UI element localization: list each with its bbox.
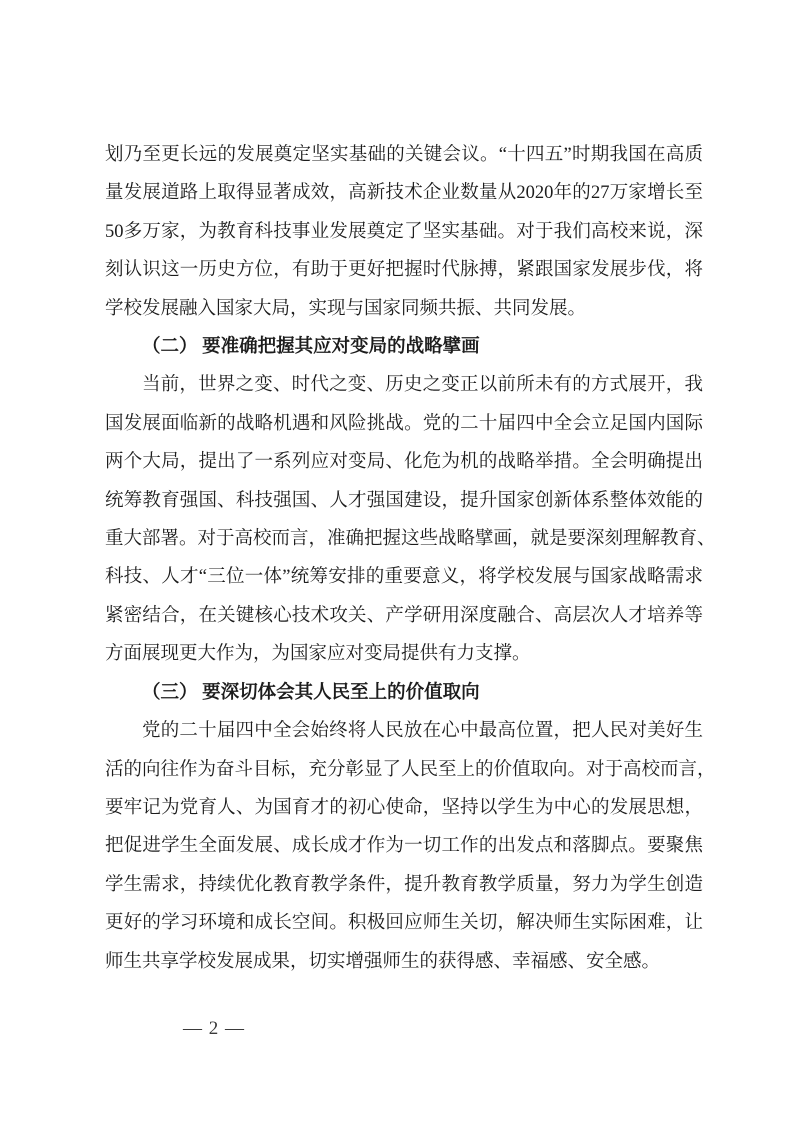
text-line: 学校发展融入国家大局，实现与国家同频共振、共同发展。: [105, 298, 587, 319]
text-line: 统筹教育强国、科技强国、人才强国建设，提升国家创新体系整体效能的: [105, 490, 703, 511]
page-number: — 2 —: [183, 1018, 245, 1039]
text-line: 方面展现更大作为，为国家应对变局提供有力支撑。: [105, 644, 531, 665]
text-line: 师生共享学校发展成果，切实增强师生的获得感、幸福感、安全感。: [105, 951, 661, 972]
text-line: 党的二十届四中全会始终将人民放在心中最高位置，把人民对美好生: [142, 721, 703, 742]
text-line: 活的向往作为奋斗目标，充分彰显了人民至上的价值取向。对于高校而言，: [105, 759, 716, 780]
text-line: 当前，世界之变、时代之变、历史之变正以前所未有的方式展开，我: [142, 375, 703, 396]
text-line: 重大部署。对于高校而言，准确把握这些战略擘画，就是要深刻理解教育、: [105, 529, 716, 550]
text-line: 紧密结合，在关键核心技术攻关、产学研用深度融合、高层次人才培养等: [105, 605, 703, 626]
paragraph: [105, 712, 716, 981]
text-line: 科技、人才“三位一体”统筹安排的重要意义，将学校发展与国家战略需求: [105, 567, 703, 588]
text-line: 刻认识这一历史方位，有助于更好把握时代脉搏，紧跟国家发展步伐，将: [105, 260, 703, 281]
text-line: 学生需求，持续优化教育教学条件，提升教育教学质量，努力为学生创造: [105, 874, 703, 895]
paragraph: [105, 366, 716, 673]
body-text: [105, 136, 716, 981]
text-line: 要牢记为党育人、为国育才的初心使命，坚持以学生为中心的发展思想，: [105, 797, 703, 818]
text-line: 两个大局，提出了一系列应对变局、化危为机的战略举措。全会明确提出: [105, 452, 703, 473]
text-line: 更好的学习环境和成长空间。积极回应师生关切，解决师生实际困难，让: [105, 913, 703, 934]
paragraph-continuation: [105, 136, 703, 328]
text-line: 划乃至更长远的发展奠定坚实基础的关键会议。“十四五”时期我国在高质: [105, 145, 703, 165]
text-line: 把促进学生全面发展、成长成才作为一切工作的出发点和落脚点。要聚焦: [105, 836, 703, 857]
text-line: 50多万家，为教育科技事业发展奠定了坚实基础。对于我们高校来说，深: [105, 221, 703, 242]
section-heading-3: （三） 要深切体会其人民至上的价值取向: [142, 682, 480, 703]
text-line: 国发展面临新的战略机遇和风险挑战。党的二十届四中全会立足国内国际: [105, 413, 703, 434]
section-heading-2: （二） 要准确把握其应对变局的战略擘画: [142, 337, 480, 358]
text-line: 量发展道路上取得显著成效，高新技术企业数量从2020年的27万家增长至: [105, 183, 703, 204]
